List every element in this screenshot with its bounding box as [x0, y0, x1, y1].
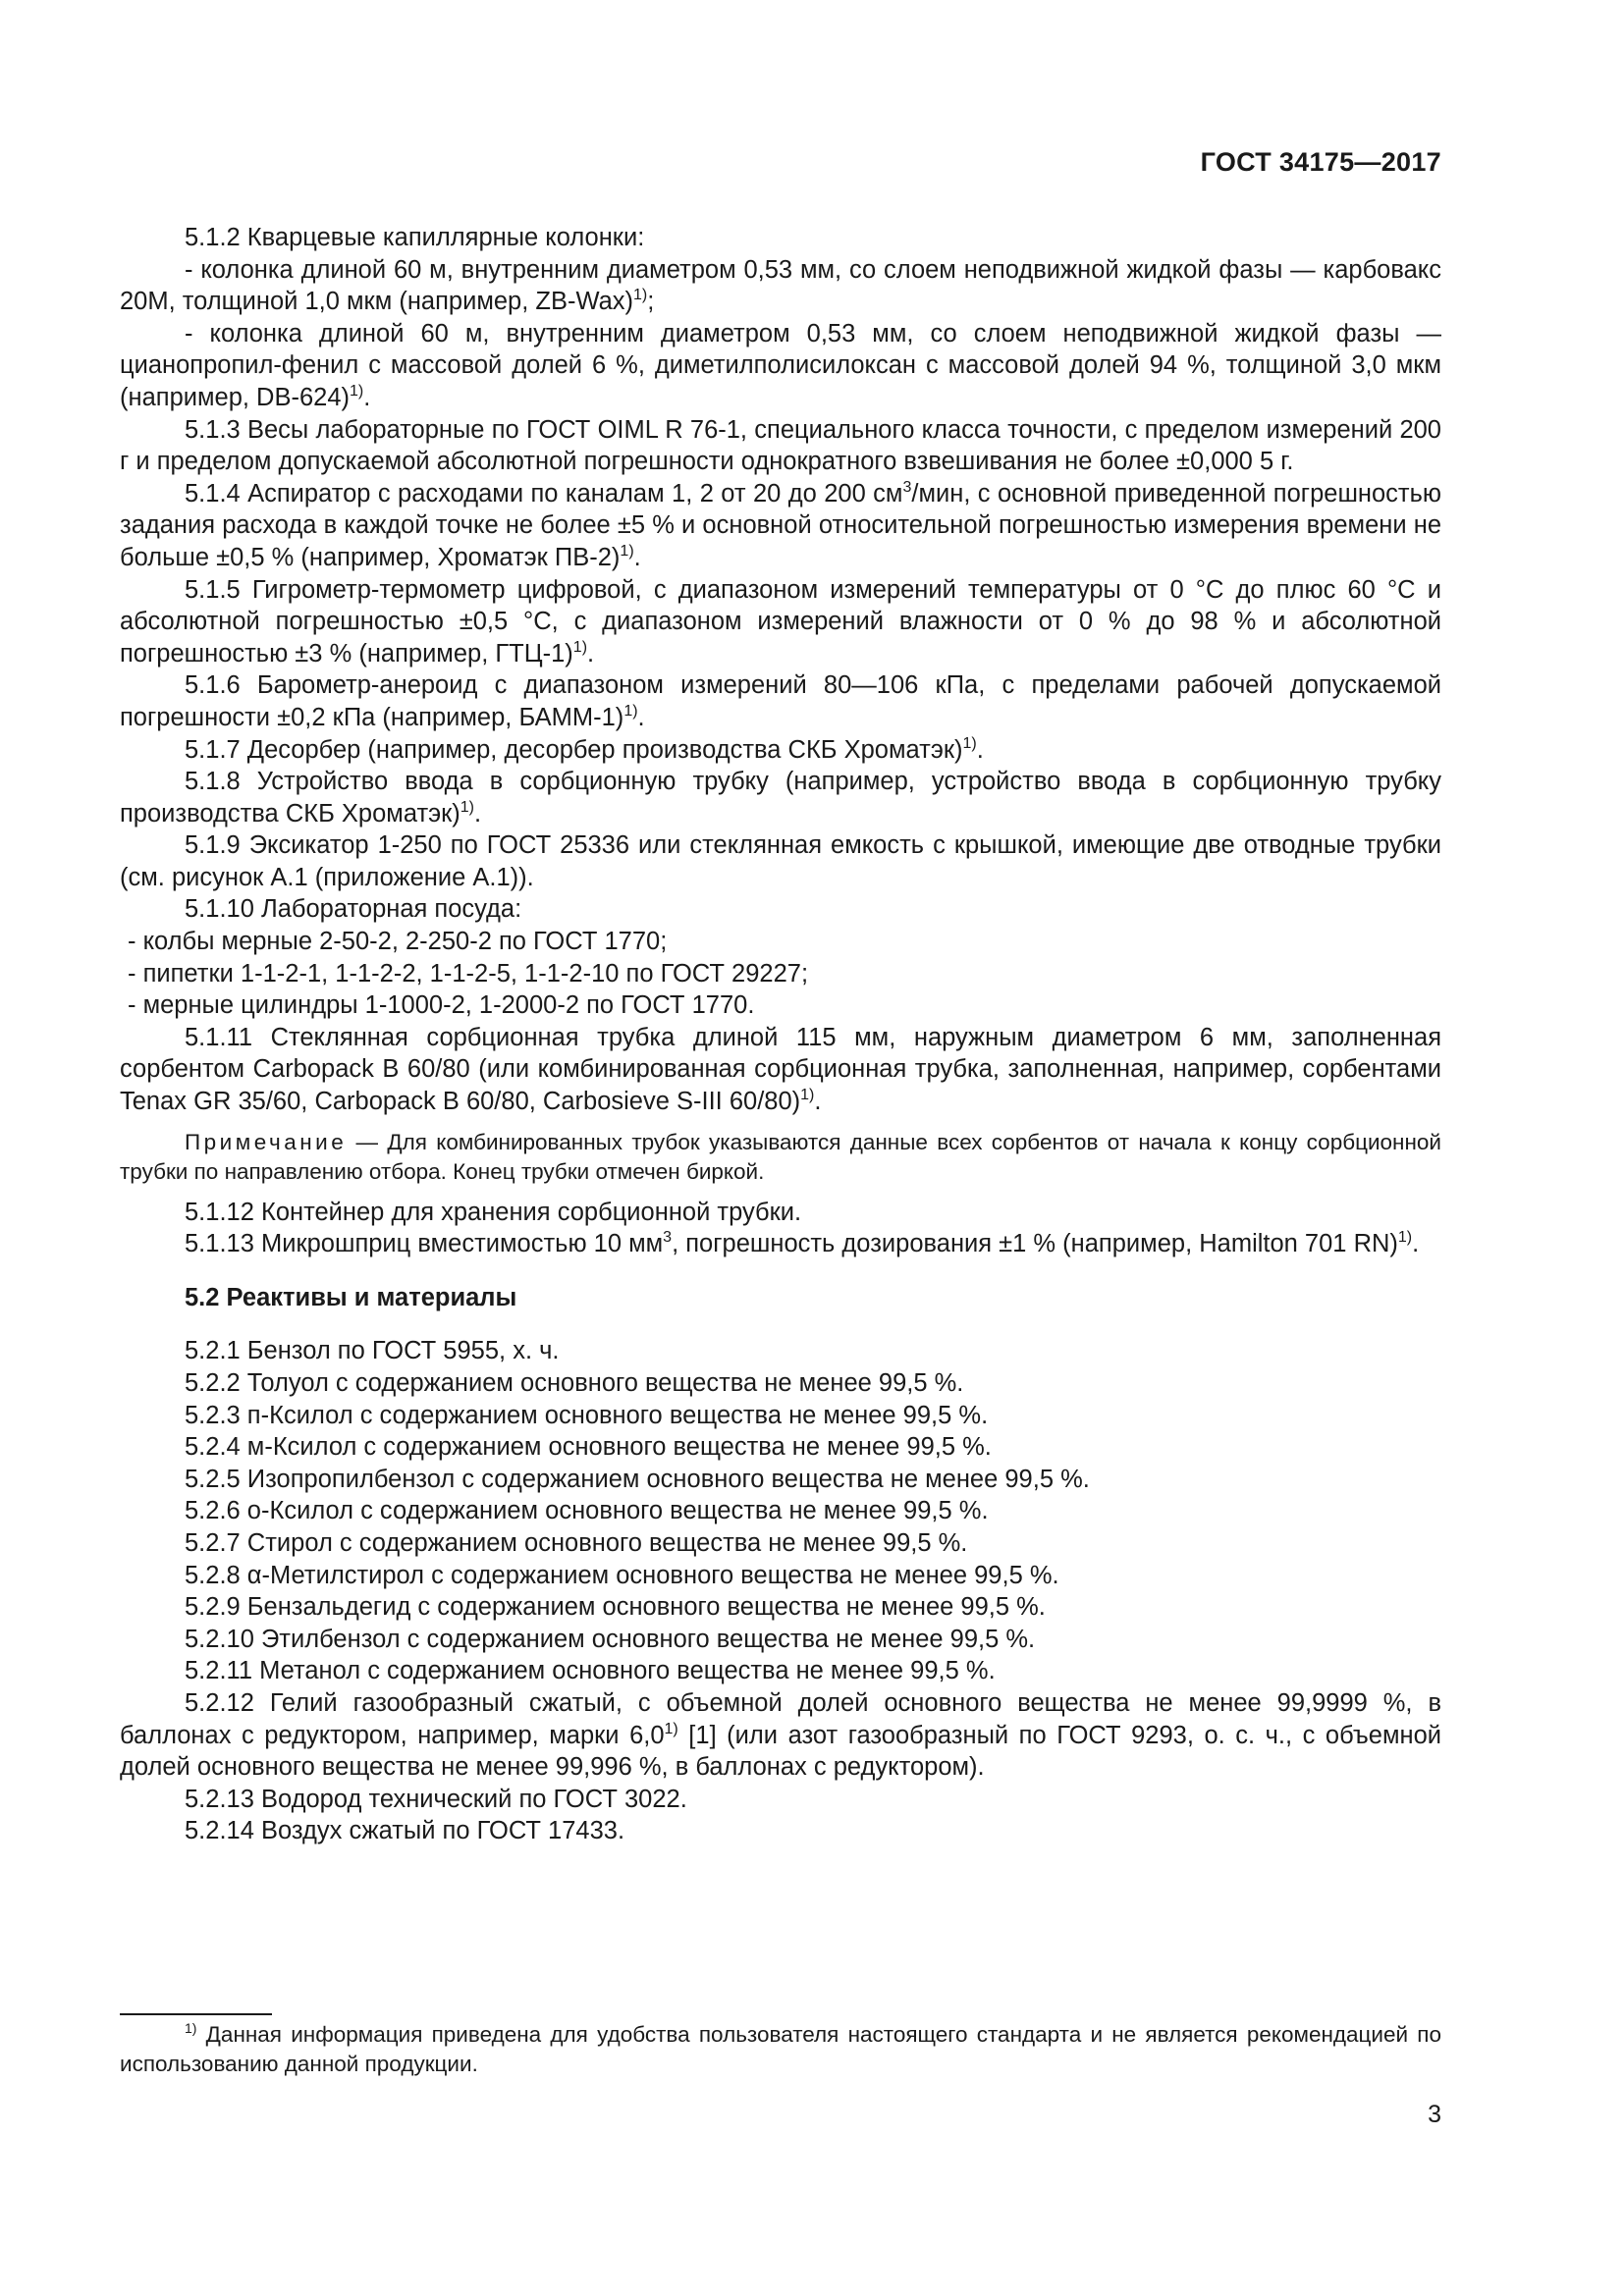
paragraph-5-2-9: 5.2.9 Бензальдегид с содержанием основного вещества не менее 99,5 %.	[185, 1593, 1046, 1622]
footnote-ref: 1)	[572, 638, 588, 656]
note	[120, 1128, 1441, 1187]
paragraph-5-2-13: 5.2.13 Водород технический по ГОСТ 3022.	[185, 1785, 687, 1813]
list-item-glassware-3: - мерные цилиндры 1-1000-2, 1-2000-2 по ГОСТ 1770.	[128, 991, 755, 1020]
paragraph-5-2-2: 5.2.2 Толуол с содержанием основного вещества не менее 99,5 %.	[185, 1369, 964, 1397]
paragraph-5-2-1: 5.2.1 Бензол по ГОСТ 5955, х. ч.	[185, 1337, 560, 1365]
paragraph-5-1-2: 5.1.2 Кварцевые капиллярные колонки:	[185, 224, 645, 251]
footnote-marker: 1)	[185, 2020, 197, 2036]
paragraph-5-2-7: 5.2.7 Стирол с содержанием основного вещества не менее 99,5 %.	[185, 1528, 968, 1557]
footnote-divider	[120, 2013, 272, 2015]
paragraph-5-2-4: 5.2.4 м-Ксилол с содержанием основного вещества не менее 99,5 %.	[185, 1433, 992, 1462]
page-number: 3	[1428, 2101, 1441, 2128]
list-item-glassware-2: - пипетки 1-1-2-1, 1-1-2-2, 1-1-2-5, 1-1-2-10 по ГОСТ 29227;	[128, 959, 809, 988]
note-text: — Для комбинированных трубок указываются данные всех сорбентов от начала к концу сорбционной трубки по направлению отбора. Конец трубки отмечен биркой.	[120, 1129, 1441, 1184]
footnote-text: Данная информация приведена для удобства пользователя настоящего стандарта и не является рекомендацией по использованию данной продукции.	[120, 2022, 1441, 2076]
paragraph-5-1-5: 5.1.5 Гигрометр-термометр цифровой, с диапазоном измерений температуры от 0 °С до плюс 60 °С и абсолютной погрешностью ±0,5 °С, с диапазоном измерений влажности от 0 % до 98 % и абсолютной погрешностью ±3 % (например, ГТЦ-1)$^{1)}$.	[120, 575, 1441, 667]
paragraph-5-1-4: 5.1.4 Аспиратор с расходами по каналам 1, 2 от 20 до 200 $см^3$/мин, с основной приведенной погрешностью задания расхода в каждой точке не более ±5 % и основной относительной погрешностью измерения времени не больше ±0,5 % (например, Хроматэк ПВ-2)$^{1)}$.	[120, 478, 1441, 571]
paragraph-5-1-12: 5.1.12 Контейнер для хранения сорбционной трубки.	[185, 1198, 802, 1226]
paragraph-5-2-8: 5.2.8 α-Метилстирол с содержанием основного вещества не менее 99,5 %.	[185, 1561, 1059, 1589]
note-label: Примечание	[185, 1129, 348, 1154]
list-item-glassware-1: - колбы мерные 2-50-2, 2-250-2 по ГОСТ 1770;	[128, 928, 668, 956]
footnote-ref: 1)	[620, 542, 634, 560]
paragraph-5-2-6: 5.2.6 о-Ксилол с содержанием основного вещества не менее 99,5 %.	[185, 1497, 989, 1525]
footnote-ref: 1)	[623, 702, 638, 720]
paragraph-5-1-3: 5.1.3 Весы лабораторные по ГОСТ OIML R 76-1, специального класса точности, с пределом измерений 200 г и пределом допускаемой абсолютной погрешности однократного взвешивания не более ±0,000 5 г.	[120, 415, 1441, 476]
paragraph-5-2-10: 5.2.10 Этилбензол с содержанием основного вещества не менее 99,5 %.	[185, 1625, 1036, 1653]
footnote-ref: 1)	[460, 798, 475, 816]
paragraph-5-2-5: 5.2.5 Изопропилбензол с содержанием основного вещества не менее 99,5 %.	[185, 1465, 1090, 1493]
paragraph-5-1-13: 5.1.13 Микрошприц вместимостью 10 $мм^3$, погрешность дозирования ±1 % (например, Hamilton 701 RN)$^{1)}$.	[185, 1229, 1420, 1258]
footnote-ref: 1)	[1397, 1229, 1413, 1247]
paragraph-5-1-10: 5.1.10 Лабораторная посуда:	[185, 895, 522, 924]
paragraph-5-2-11: 5.2.11 Метанол с содержанием основного вещества не менее 99,5 %.	[185, 1657, 996, 1685]
footnote-ref: 1)	[633, 287, 648, 304]
footnote	[120, 2020, 1441, 2079]
paragraph-5-1-7: 5.1.7 Десорбер (например, десорбер производства СКБ Хроматэк)$^{1)}$.	[185, 734, 984, 764]
footnote-ref: 1)	[350, 382, 364, 400]
footnote-ref: 1)	[800, 1087, 815, 1104]
paragraph-5-1-8: 5.1.8 Устройство ввода в сорбционную трубку (например, устройство ввода в сорбционную трубку производства СКБ Хроматэк)$^{1)}$.	[120, 768, 1441, 828]
paragraph-5-2-3: 5.2.3 п-Ксилол с содержанием основного вещества не менее 99,5 %.	[185, 1401, 989, 1429]
document-header: ГОСТ 34175—2017	[1200, 147, 1441, 177]
paragraph-5-2-14: 5.2.14 Воздух сжатый по ГОСТ 17433.	[185, 1817, 625, 1845]
paragraph-5-1-6: 5.1.6 Барометр-анероид с диапазоном измерений 80—106 кПа, с пределами рабочей допускаемой погрешности ±0,2 кПа (например, БАММ-1)$^{1)}$.	[120, 671, 1441, 731]
footnote-ref: 1)	[962, 734, 977, 752]
list-item-column-2: - колонка длиной 60 м, внутренним диаметром 0,53 мм, со слоем неподвижной жидкой фазы — цианопропил-фенил с массовой долей 6 %, диметилполисилоксан с массовой долей 94 %, толщиной 3,0 мкм (например, DB-624)$^{1)}$.	[120, 319, 1441, 411]
section-heading-5-2: 5.2 Реактивы и материалы	[185, 1283, 517, 1311]
paragraph-5-2-12: 5.2.12 Гелий газообразный сжатый, с объемной долей основного вещества не менее 99,9999 %, в баллонах с редуктором, например, марки 6,0$^{1)}$ [1] (или азот газообразный по ГОСТ 9293, о. с. ч., с объемной долей основного вещества не менее 99,996 %, в баллонах с редуктором).	[120, 1688, 1441, 1782]
paragraph-5-1-11: 5.1.11 Стеклянная сорбционная трубка длиной 115 мм, наружным диаметром 6 мм, заполненная сорбентом Carbopack B 60/80 (или комбинированная сорбционная трубка, заполненная, например, сорбентами Tenax GR 35/60, Carbopack B 60/80, Carbosieve S-III 60/80)$^{1)}$.	[120, 1023, 1441, 1116]
list-item-column-1: - колонка длиной 60 м, внутренним диаметром 0,53 мм, со слоем неподвижной жидкой фазы — карбовакс 20М, толщиной 1,0 мкм (например, ZB-Wax)$^{1)}$;	[120, 255, 1441, 316]
paragraph-5-1-9: 5.1.9 Эксикатор 1-250 по ГОСТ 25336 или стеклянная емкость с крышкой, имеющие две отводные трубки (см. рисунок А.1 (приложение А.1)).	[120, 831, 1441, 891]
document-body	[120, 222, 1441, 1847]
footnote-ref: 1)	[664, 1720, 678, 1737]
